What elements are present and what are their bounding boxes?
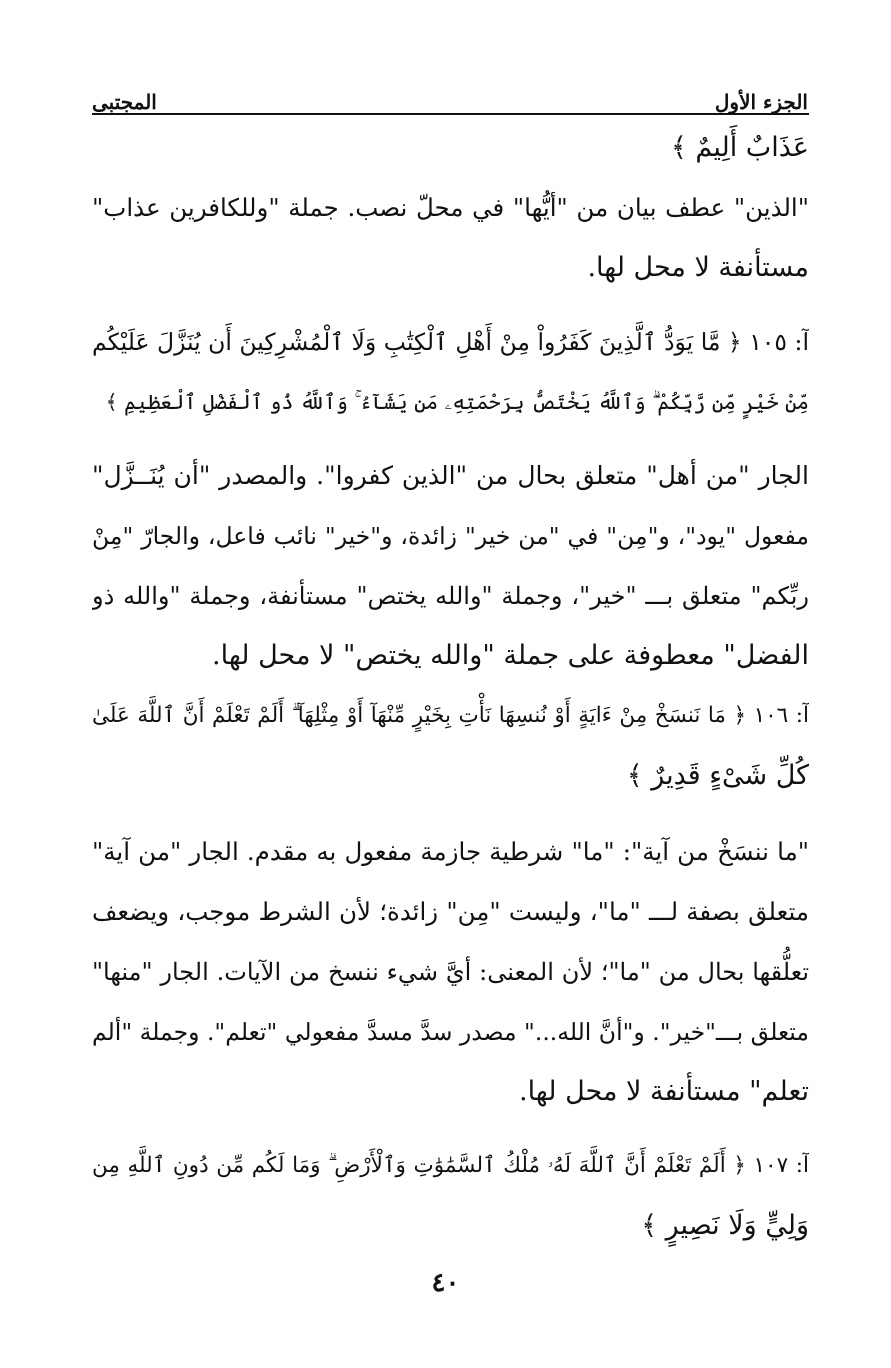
verse-105-line: مِّنْ خَيْرٍ مِّن رَّبِّكُمْ ۗ وَٱللَّهُ يَخْتَصُّ بِرَحْمَتِهِۦ مَن يَشَآءُ ۚ وَٱللَّهُ ذُو ٱلْفَضْلِ ٱلْعَظِيمِ ﴾ bbox=[105, 390, 809, 414]
commentary-line: الفضل" معطوفة على جملة "والله يختص" لا محل لها. bbox=[212, 640, 809, 671]
verse-107-line: آ: ١٠٧ ﴿ أَلَمْ تَعْلَمْ أَنَّ ٱللَّهَ لَهُۥ مُلْكُ ٱلسَّمَٰوَٰتِ وَٱلْأَرْضِ ۗ وَمَا لَكُم مِّن دُونِ ٱللَّهِ مِن bbox=[92, 1153, 809, 1178]
commentary-line: متعلق بصفة لـــ "ما"، وليست "مِن" زائدة؛ لأن الشرط موجب، ويضعف bbox=[92, 897, 809, 926]
verse-107-line: وَلِيٍّ وَلَا نَصِيرٍ ﴾ bbox=[641, 1210, 809, 1241]
commentary-line: "الذين" عطف بيان من "أيُّها" في محلّ نصب. جملة "وللكافرين عذاب" bbox=[92, 193, 809, 222]
commentary-line: مستأنفة لا محل لها. bbox=[587, 252, 809, 283]
verse-106-line: آ: ١٠٦ ﴿ مَا نَنسَخْ مِنْ ءَايَةٍ أَوْ نُنسِهَا نَأْتِ بِخَيْرٍ مِّنْهَآ أَوْ مِثْلِهَآ ۗ أَلَمْ تَعْلَمْ أَنَّ ٱللَّهَ عَلَىٰ bbox=[92, 703, 809, 728]
verse-105-line: آ: ١٠٥ ﴿ مَّا يَوَدُّ ٱلَّذِينَ كَفَرُواْ مِنْ أَهْلِ ٱلْكِتَٰبِ وَلَا ٱلْمُشْرِكِينَ أَن يُنَزَّلَ عَلَيْكُم bbox=[92, 328, 809, 356]
commentary-line: ربِّكم" متعلق بـــ "خير"، وجملة "والله يختص" مستأنفة، وجملة "والله ذو bbox=[92, 582, 809, 610]
header-rule bbox=[92, 113, 809, 115]
commentary-line: متعلق بـــ"خير". و"أنَّ الله..." مصدر سدَّ مسدَّ مفعولي "تعلم". وجملة "ألم bbox=[92, 1018, 809, 1046]
commentary-line: تعلُّقها بحال من "ما"؛ لأن المعنى: أيَّ شيء ننسخ من الآيات. الجار "منها" bbox=[92, 958, 809, 986]
commentary-line: تعلم" مستأنفة لا محل لها. bbox=[519, 1076, 809, 1107]
commentary-line: مفعول "يود"، و"مِن" في "من خير" زائدة، و"خير" نائب فاعل، والجارّ "مِنْ bbox=[92, 522, 809, 550]
part-title: الجزء الأول bbox=[714, 90, 808, 114]
verse-106-line: كُلِّ شَىْءٍ قَدِيرٌ ﴾ bbox=[626, 760, 809, 791]
running-header bbox=[92, 84, 808, 114]
verse-line: عَذَابٌ أَلِيمٌ ﴾ bbox=[670, 132, 809, 163]
commentary-line: "ما ننسَخْ من آية": "ما" شرطية جازمة مفعول به مقدم. الجار "من آية" bbox=[92, 837, 809, 866]
page-number: ٤٠ bbox=[431, 1268, 460, 1298]
commentary-line: الجار "من أهل" متعلق بحال من "الذين كفروا". والمصدر "أن يُنَــزَّل" bbox=[92, 461, 809, 490]
book-title: المجتبى bbox=[92, 90, 157, 114]
page-body bbox=[92, 118, 809, 1256]
